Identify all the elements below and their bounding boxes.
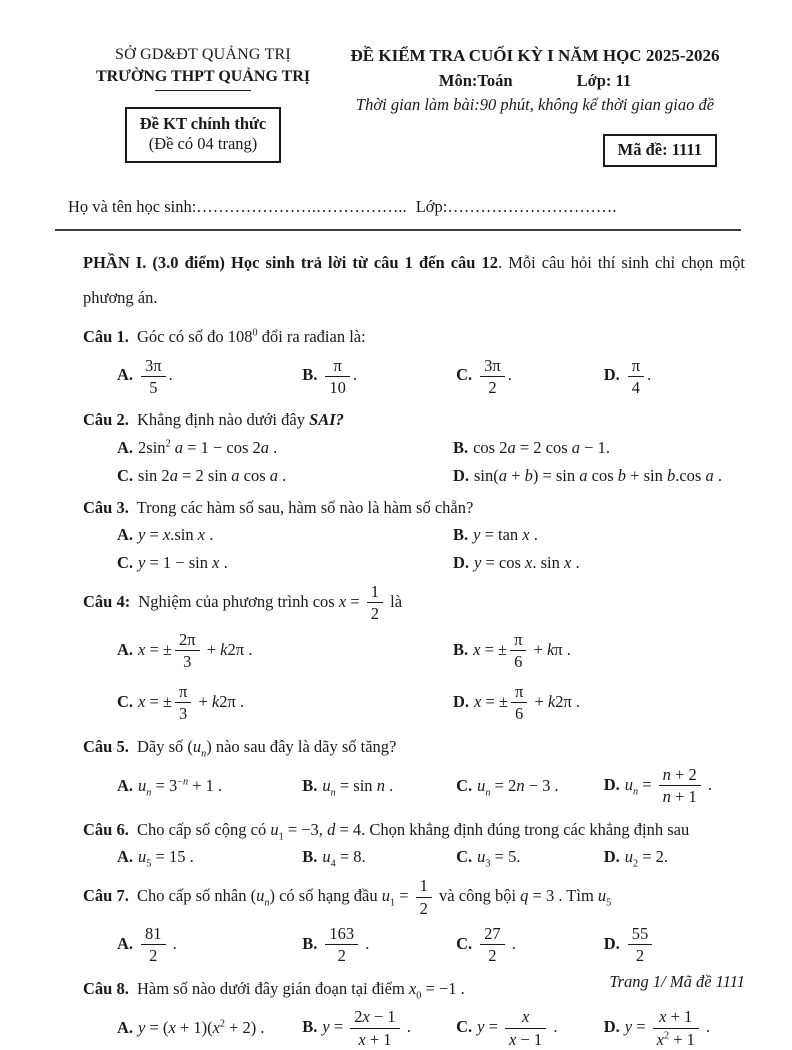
question-statement: Cho cấp số nhân $(u_n)$ có số hạng đầu $u_1$ = $\frac{1}{2}$ và công bội q = 3 . Tìm $u_5$ (132, 876, 612, 918)
question-label: Câu 6. (83, 819, 129, 839)
option-key: B. (302, 365, 318, 385)
option-value: y = 1 − sin x . (138, 552, 228, 572)
question (83, 733, 745, 808)
fraction: $\frac{55}{2}$ (627, 924, 654, 966)
option-A (117, 775, 302, 799)
exam-info-block (323, 46, 745, 167)
option-value: $\frac{81}{2}$ . (138, 934, 177, 953)
option-A (117, 525, 453, 545)
section-heading-bold: PHẦN I. (3.0 điểm) Học sinh trả lời từ câu 1 đến câu 12 (83, 253, 499, 272)
option-key: A. (117, 933, 134, 953)
option-key: A. (117, 847, 134, 867)
option-B (453, 438, 745, 458)
option-A (117, 923, 302, 967)
option-B (302, 847, 456, 870)
question (83, 406, 745, 485)
exam-type-box (125, 107, 282, 163)
option-B (453, 525, 745, 545)
fraction: $\frac{2\pi}{3}$ (174, 630, 201, 672)
option-value: y = $\frac{x}{x - 1}$ . (477, 1007, 558, 1049)
option-value: $2\sin^2$ a = 1 − cos 2a . (138, 437, 278, 457)
option-D (604, 1006, 745, 1050)
option-value: x = ± $\frac{\pi}{6}$ + k2π . (474, 681, 581, 724)
option-value: y = cos x. sin x . (474, 552, 580, 572)
option-key: C. (117, 691, 134, 711)
option-value: sin(a + b) = sin a cos b + sin b.cos a . (474, 465, 722, 485)
option-value: $\frac{\pi}{10}$ . (322, 365, 357, 384)
question-text (83, 733, 745, 760)
options (83, 525, 745, 573)
exam-code-box: Mã đề: 1111 (603, 134, 717, 167)
option-B (302, 775, 456, 799)
option-key: C. (117, 552, 134, 572)
option-key: C. (456, 365, 473, 385)
option-A (117, 847, 302, 870)
question-statement: Khẳng định nào dưới đây SAI? (132, 410, 344, 430)
question-label: Câu 2. (83, 410, 129, 430)
fraction: $\frac{\pi}{6}$ (509, 630, 527, 672)
option-key: A. (117, 639, 134, 659)
fraction: $\frac{\pi}{10}$ (324, 356, 351, 398)
question-label: Câu 4: (83, 591, 131, 611)
department-name: SỞ GD&ĐT QUẢNG TRỊ (115, 46, 291, 63)
option-D (604, 923, 745, 967)
fraction: $\frac{\pi}{6}$ (510, 682, 528, 724)
duration-note: Thời gian làm bài:90 phút, không kể thời gian giao đề (355, 95, 715, 114)
option-value: $u_5 = 15$ . (138, 847, 194, 870)
option-A (117, 438, 453, 458)
fraction: $\frac{2x - 1}{x + 1}$ (349, 1007, 400, 1049)
fraction: $\frac{1}{2}$ (366, 582, 384, 624)
option-value: x = ± $\frac{\pi}{6}$ + kπ . (473, 629, 571, 672)
option-key: A. (117, 775, 134, 795)
fraction: $\frac{1}{2}$ (415, 876, 433, 918)
option-key: B. (452, 524, 469, 544)
option-key: D. (603, 1016, 620, 1036)
options (83, 355, 745, 399)
exam-title: ĐỀ KIỂM TRA CUỐI KỲ I NĂM HỌC 2025-2026 (350, 46, 720, 65)
option-value: cos 2a = 2 cos a − 1. (473, 437, 610, 457)
question-label: Câu 7. (83, 885, 129, 905)
option-value: sin 2a = 2 sin a cos a . (138, 465, 287, 485)
question (83, 494, 745, 573)
option-B (302, 355, 456, 399)
question-statement: Trong các hàm số sau, hàm số nào là hàm số chẵn? (132, 497, 474, 517)
option-C (117, 681, 453, 725)
option-value: $\frac{163}{2}$ . (322, 934, 369, 953)
student-info-line (55, 197, 741, 231)
question-label: Câu 3. (83, 497, 129, 517)
option-value: $u_n = \sin n$ . (322, 775, 394, 799)
option-C (456, 923, 604, 967)
option-key: C. (117, 465, 134, 485)
option-key: A. (117, 437, 134, 457)
grade-label: Lớp: 11 (576, 71, 632, 90)
option-C (456, 775, 604, 799)
option-value: $u_n = 3^{-n} + 1$ . (138, 775, 223, 799)
option-key: B. (452, 639, 469, 659)
option-C (456, 1006, 604, 1050)
option-key: B. (302, 847, 318, 867)
page-footer: Trang 1/ Mã đề 1111 (609, 972, 745, 991)
option-value: $u_n = 2n - 3$ . (477, 775, 559, 799)
option-value: $\frac{27}{2}$ . (477, 934, 516, 953)
option-key: A. (117, 1018, 134, 1038)
question-statement: Dãy số $(u_n)$ nào sau đây là dãy số tăng? (132, 736, 397, 759)
exam-type-title: Đề KT chính thức (139, 114, 267, 133)
option-value: $\frac{3\pi}{2}$ . (477, 365, 512, 384)
option-D (604, 355, 745, 399)
fraction: $\frac{3\pi}{2}$ (479, 356, 506, 398)
option-key: D. (452, 691, 470, 711)
options (83, 847, 745, 870)
option-A (117, 1018, 302, 1038)
section-heading (83, 246, 745, 315)
options (83, 923, 745, 967)
option-C (117, 553, 453, 573)
option-key: D. (603, 365, 620, 385)
option-value: x = ± $\frac{2\pi}{3}$ + k2π . (138, 629, 253, 672)
fraction: $\frac{x + 1}{x^2 + 1}$ (652, 1007, 700, 1049)
question-text (83, 494, 745, 521)
question-statement: Nghiệm của phương trình cos x = $\frac{1}{2}$ là (134, 581, 403, 624)
option-key: B. (302, 1016, 318, 1036)
option-value: $u_4 = 8$. (322, 847, 366, 870)
section-heading-rest: . Mỗi câu hỏi thí sinh chỉ chọn một phương án. (83, 253, 745, 307)
question (83, 323, 745, 398)
subject-label: Môn:Toán (438, 71, 513, 90)
question (83, 816, 745, 870)
options (83, 438, 745, 486)
fraction: $\frac{\pi}{4}$ (627, 356, 645, 398)
option-key: D. (452, 465, 470, 485)
options (83, 629, 745, 725)
question-text (83, 406, 745, 433)
option-key: B. (302, 775, 318, 795)
option-value: y = $\frac{2x - 1}{x + 1}$ . (322, 1007, 411, 1049)
fraction: $\frac{81}{2}$ (140, 924, 167, 966)
option-B (302, 1006, 456, 1050)
option-D (453, 681, 745, 725)
fraction: $\frac{3\pi}{5}$ (140, 356, 167, 398)
question-text (83, 875, 745, 919)
option-C (456, 847, 604, 870)
fraction: $\frac{n + 2}{n + 1}$ (658, 765, 702, 807)
fraction: $\frac{x}{x - 1}$ (504, 1007, 547, 1049)
option-value: $u_2 = 2$. (624, 847, 669, 870)
questions (83, 323, 745, 1050)
option-value: x = ± $\frac{\pi}{3}$ + k2π . (138, 681, 245, 724)
option-key: C. (456, 847, 473, 867)
option-value: $u_n$ = $\frac{n + 2}{n + 1}$ . (624, 764, 712, 807)
class-label: Lớp:…………………………. (415, 197, 617, 216)
question-label: Câu 8. (83, 978, 129, 998)
option-value: $\frac{3\pi}{5}$ . (138, 365, 173, 384)
option-value (625, 924, 656, 966)
option-D (453, 466, 745, 486)
option-D (604, 764, 745, 808)
question (83, 875, 745, 967)
question-text (83, 323, 745, 350)
option-key: C. (456, 1016, 473, 1036)
option-key: C. (456, 775, 473, 795)
option-value: $y = (x + 1)(x^2 + 2)$ . (138, 1018, 265, 1038)
student-name-label: Họ và tên học sinh:………………….…………….. (68, 197, 407, 216)
subject-grade-row (325, 71, 745, 91)
option-value: y = $\frac{x + 1}{x^2 + 1}$ . (624, 1007, 711, 1049)
option-D (603, 847, 745, 870)
issuer-block (83, 46, 323, 167)
option-C (456, 355, 604, 399)
option-D (453, 553, 745, 573)
option-key: D. (603, 933, 620, 953)
fraction: $\frac{\pi}{3}$ (174, 682, 192, 724)
option-key: C. (456, 933, 473, 953)
option-value: y = x.sin x . (138, 524, 214, 544)
option-key: B. (302, 933, 318, 953)
option-C (117, 466, 453, 486)
exam-type-pages: (Đề có 04 trang) (148, 134, 258, 153)
school-underline (155, 90, 251, 91)
question-statement: Hàm số nào dưới đây gián đoạn tại điểm $x_0 = -1$ . (132, 978, 465, 1002)
question-label: Câu 1. (83, 327, 129, 347)
fraction: $\frac{27}{2}$ (479, 924, 506, 966)
question-statement: Góc có số đo $108^0$ đổi ra rađian là: (132, 327, 366, 347)
option-value: y = tan x . (473, 524, 538, 544)
option-value: $\frac{\pi}{4}$ . (625, 365, 651, 384)
options (83, 764, 745, 808)
option-A (117, 629, 453, 673)
question-text (83, 581, 745, 625)
option-A (117, 355, 302, 399)
option-key: D. (603, 847, 620, 867)
option-B (453, 629, 745, 673)
option-B (302, 923, 456, 967)
question-text (83, 816, 745, 843)
question (83, 581, 745, 725)
school-name: TRƯỜNG THPT QUẢNG TRỊ (95, 68, 311, 85)
option-key: A. (117, 524, 134, 544)
option-value: $u_3 = 5$. (477, 847, 521, 870)
option-key: A. (117, 365, 134, 385)
option-key: D. (452, 552, 470, 572)
options (83, 1006, 745, 1050)
fraction: $\frac{163}{2}$ (324, 924, 359, 966)
option-key: B. (452, 437, 469, 457)
question-statement: Cho cấp số cộng có $u_1 = -3$, d = 4. Chọn khẳng định đúng trong các khẳng định sau (132, 819, 690, 843)
option-key: D. (603, 774, 620, 794)
header (83, 46, 745, 167)
question-label: Câu 5. (83, 736, 129, 756)
